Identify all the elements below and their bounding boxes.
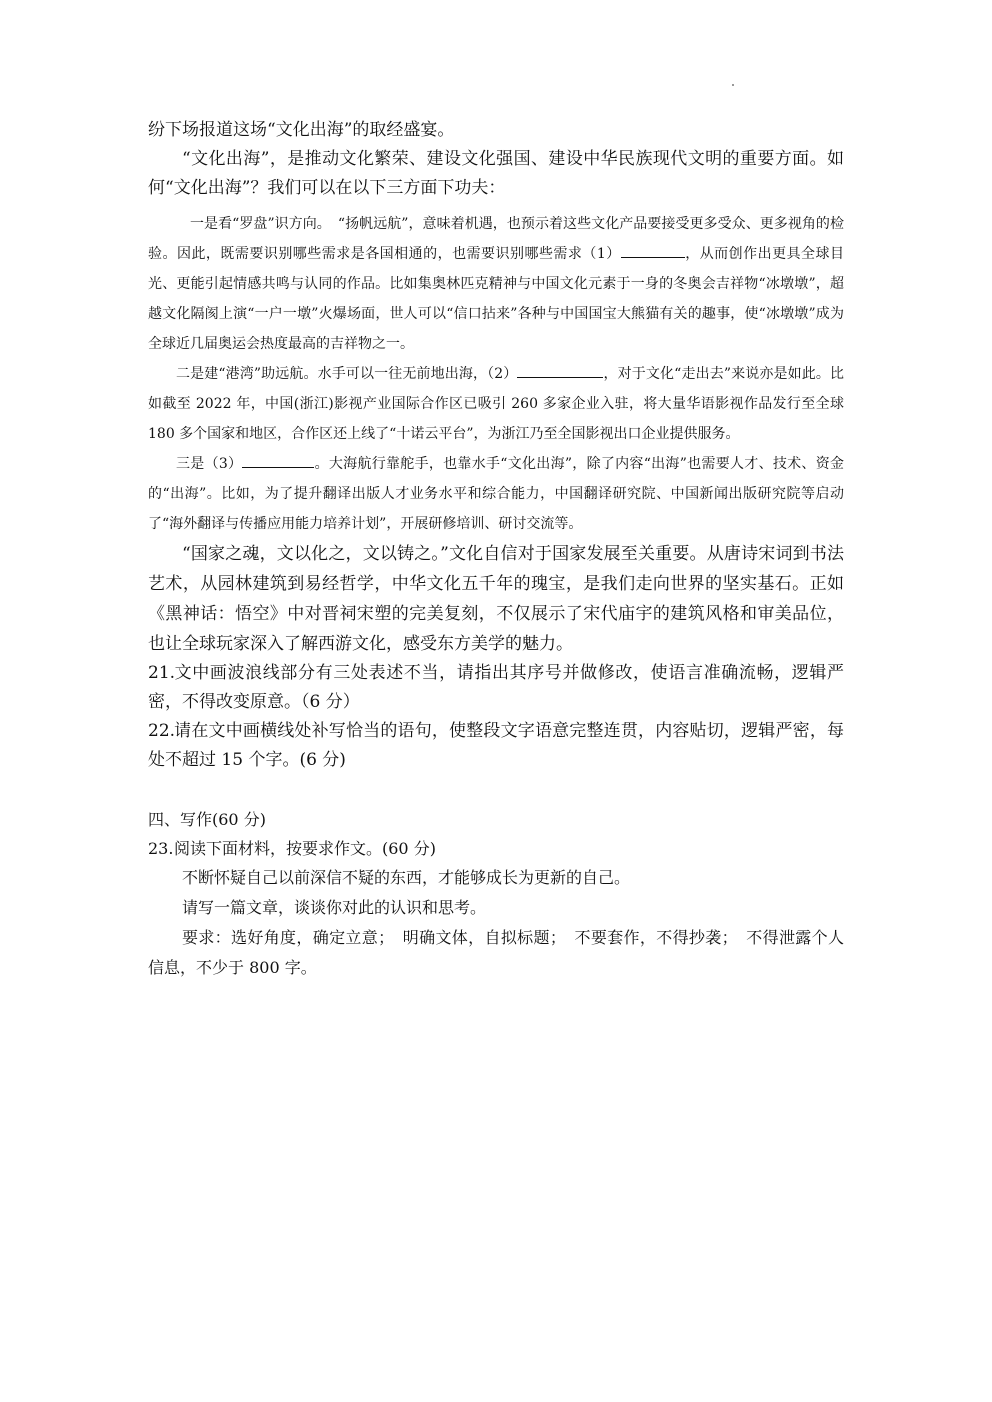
intro-line: 纷下场报道这场“文化出海”的取经盛宴。: [148, 120, 455, 140]
question-23: [148, 834, 844, 863]
passage-text: ，从而创作出更具全球目光、更能引起情感共鸣与认同的作品。比如集奥林匹克精神与中国文化元素于一身的冬奥会吉祥物“冰墩墩”，超越文化隔阂上演“一户一墩”火爆场面，世人可以“信口拈来”各种与中国国宝大熊猫有关的趣事，使“冰墩墩”成为全球近几届奥运会热度最高的吉祥物之一。: [148, 246, 845, 352]
closing-paragraph: “国家之魂，文以化之，文以铸之。”文化自信对于国家发展至关重要。从唐诗宋词到书法艺术，从园林建筑到易经哲学，中华文化五千年的瑰宝，是我们走向世界的坚实基石。正如《黑神话：悟空》中对晋祠宋塑的完美复刻，不仅展示了宋代庙宇的建筑风格和审美品位，也让全球玩家深入了解西游文化，感受东方美学的魅力。: [148, 544, 844, 654]
writing-prompt: 请写一篇文章，谈谈你对此的认识和思考。: [182, 898, 487, 917]
question-number: 22.: [148, 721, 176, 741]
question-21: [148, 659, 844, 717]
passage: [148, 209, 844, 539]
question-number: 21.: [148, 663, 176, 683]
writing-section-title: 四、写作(60 分): [148, 810, 266, 829]
passage-paragraph-1: [148, 209, 844, 359]
writing-material: 不断怀疑自己以前深信不疑的东西，才能够成长为更新的自己。: [182, 868, 631, 887]
answer-blank-3: [242, 453, 314, 468]
passage-text: 二是建“港湾”助远航。水手可以一往无前地出海，（2）: [176, 366, 518, 382]
question-text: 文中画波浪线部分有三处表述不当，请指出其序号并做修改，使语言准确流畅，逻辑严密，不得改变原意。（6 分）: [148, 663, 844, 712]
intro-paragraph: “文化出海”，是推动文化繁荣、建设文化强国、建设中华民族现代文明的重要方面。如何“文化出海”？我们可以在以下三方面下功夫：: [148, 149, 844, 198]
passage-paragraph-3: [148, 449, 844, 539]
passage-text: 。大海航行靠舵手，也靠水手“文化出海”，除了内容“出海”也需要人才、技术、资金的“出海”。比如，为了提升翻译出版人才业务水平和综合能力，中国翻译研究院、中国新闻出版研究院等启动了“海外翻译与传播应用能力培养计划”，开展研修培训、研讨交流等。: [148, 456, 844, 532]
passage-text: 一是看“罗盘”识方向。 “扬帆远航”，意味着机遇，也预示着这些文化产品要接受更多受众、更多视角的检验。因此，既需要识别哪些需求是各国相通的，也需要识别哪些需求（1）: [148, 216, 844, 262]
exam-page: [148, 116, 844, 983]
passage-text: 三是（3）: [176, 456, 243, 472]
question-text: 请在文中画横线处补写恰当的语句，使整段文字语意完整连贯，内容贴切，逻辑严密，每处不超过 15 个字。(6 分): [148, 721, 844, 770]
question-22: [148, 717, 844, 775]
question-text: 阅读下面材料，按要求作文。(60 分): [174, 839, 436, 858]
passage-text: ，对于文化“走出去”来说亦是如此。比如截至 2022 年，中国(浙江)影视产业国际合作区已吸引 260 多家企业入驻，将大量华语影视作品发行至全球 180 多个国家和地区，合作区还上线了“十诺云平台”，为浙江乃至全国影视出口企业提供服务。: [148, 366, 844, 442]
answer-blank-2: [517, 363, 603, 378]
answer-blank-1: [621, 243, 685, 258]
scan-dot: [732, 84, 734, 86]
writing-requirements: 要求：选好角度，确定立意； 明确文体，自拟标题； 不要套作，不得抄袭； 不得泄露个人信息，不少于 800 字。: [148, 928, 844, 977]
passage-paragraph-2: [148, 359, 844, 449]
question-number: 23.: [148, 839, 174, 858]
